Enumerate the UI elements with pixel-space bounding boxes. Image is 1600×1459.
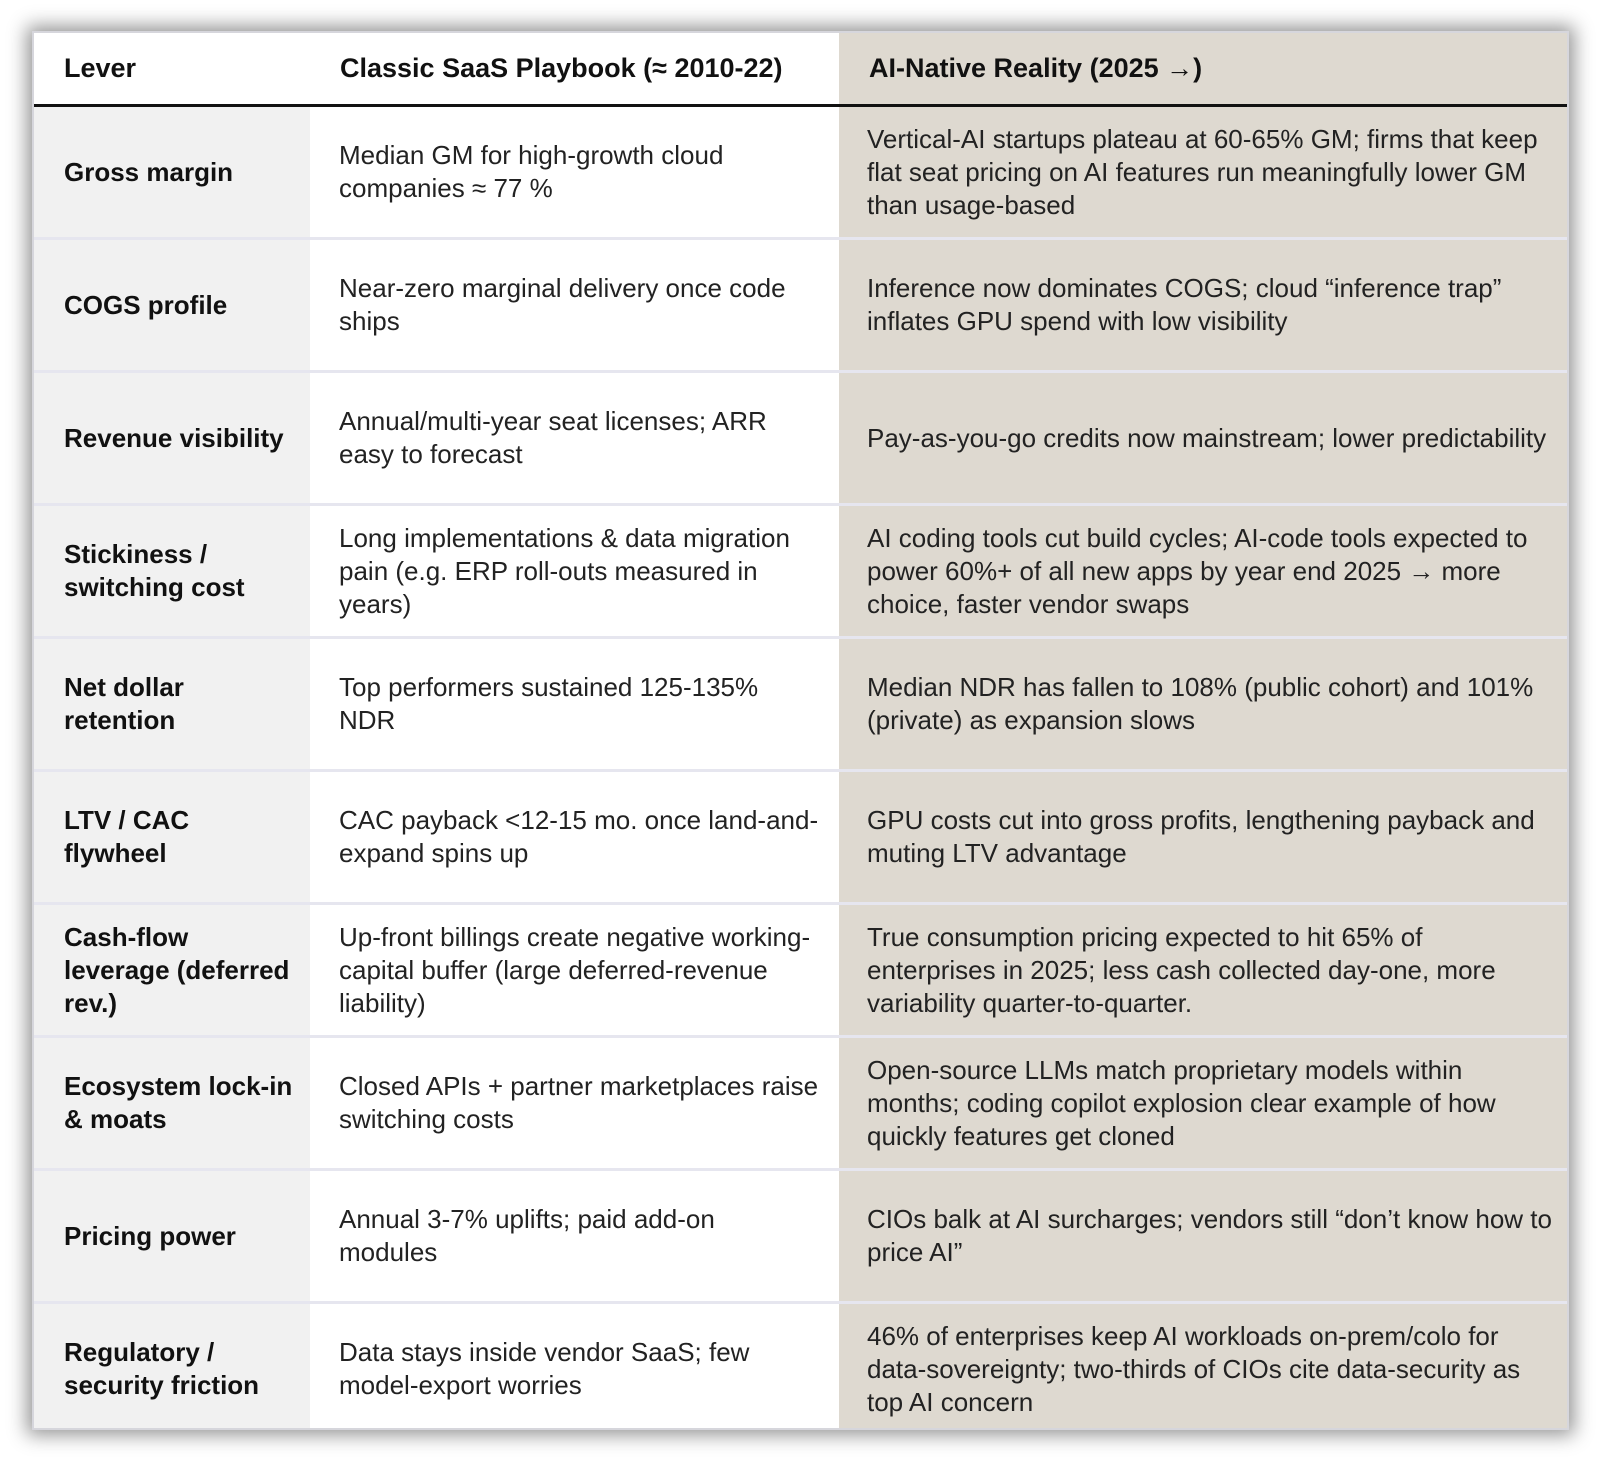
table-row bbox=[34, 505, 1567, 638]
classic-cell: Data stays inside vendor SaaS; few model-export worries bbox=[310, 1303, 839, 1429]
classic-cell: Closed APIs + partner marketplaces raise switching costs bbox=[310, 1037, 839, 1170]
lever-cell: Ecosystem lock-in & moats bbox=[34, 1037, 310, 1170]
lever-cell: Stickiness / switching cost bbox=[34, 505, 310, 638]
lever-cell: Regulatory / security friction bbox=[34, 1303, 310, 1429]
comparison-table bbox=[34, 33, 1567, 1428]
ai-native-cell: Open-source LLMs match proprietary models within months; coding copilot explosion clear example of how quickly features get cloned bbox=[839, 1037, 1567, 1170]
table-row bbox=[34, 771, 1567, 904]
table-row bbox=[34, 638, 1567, 771]
classic-cell: Up-front billings create negative working-capital buffer (large deferred-revenue liability) bbox=[310, 904, 839, 1037]
classic-cell: Annual 3-7% uplifts; paid add-on modules bbox=[310, 1170, 839, 1303]
table-row bbox=[34, 239, 1567, 372]
lever-cell: Cash-flow leverage (deferred rev.) bbox=[34, 904, 310, 1037]
table-row bbox=[34, 1303, 1567, 1429]
header-lever: Lever bbox=[34, 33, 310, 106]
table-row bbox=[34, 106, 1567, 239]
table-row bbox=[34, 904, 1567, 1037]
ai-native-cell: 46% of enterprises keep AI workloads on-prem/colo for data-sovereignty; two-thirds of CIOs cite data-security as top AI concern bbox=[839, 1303, 1567, 1429]
classic-cell: CAC payback <12-15 mo. once land-and-expand spins up bbox=[310, 771, 839, 904]
ai-native-cell: CIOs balk at AI surcharges; vendors still “don’t know how to price AI” bbox=[839, 1170, 1567, 1303]
ai-native-cell: Pay-as-you-go credits now mainstream; lower predictability bbox=[839, 372, 1567, 505]
classic-cell: Long implementations & data migration pain (e.g. ERP roll-outs measured in years) bbox=[310, 505, 839, 638]
ai-native-cell: AI coding tools cut build cycles; AI-code tools expected to power 60%+ of all new apps by year end 2025 → more choice, faster vendor swaps bbox=[839, 505, 1567, 638]
header-ai-native: AI-Native Reality (2025 →) bbox=[839, 33, 1567, 106]
classic-cell: Near-zero marginal delivery once code ships bbox=[310, 239, 839, 372]
lever-cell: Revenue visibility bbox=[34, 372, 310, 505]
classic-cell: Annual/multi-year seat licenses; ARR easy to forecast bbox=[310, 372, 839, 505]
header-classic-saas: Classic SaaS Playbook (≈ 2010-22) bbox=[310, 33, 839, 106]
lever-cell: LTV / CAC flywheel bbox=[34, 771, 310, 904]
header-row bbox=[34, 33, 1567, 106]
classic-cell: Top performers sustained 125-135% NDR bbox=[310, 638, 839, 771]
ai-native-cell: Inference now dominates COGS; cloud “inference trap” inflates GPU spend with low visibility bbox=[839, 239, 1567, 372]
classic-cell: Median GM for high-growth cloud companies ≈ 77 % bbox=[310, 106, 839, 239]
ai-native-cell: True consumption pricing expected to hit 65% of enterprises in 2025; less cash collected day-one, more variability quarter-to-quarter. bbox=[839, 904, 1567, 1037]
ai-native-cell: GPU costs cut into gross profits, lengthening payback and muting LTV advantage bbox=[839, 771, 1567, 904]
lever-cell: COGS profile bbox=[34, 239, 310, 372]
comparison-table-frame bbox=[34, 33, 1567, 1428]
lever-cell: Gross margin bbox=[34, 106, 310, 239]
table-row bbox=[34, 1170, 1567, 1303]
table-row bbox=[34, 1037, 1567, 1170]
lever-cell: Pricing power bbox=[34, 1170, 310, 1303]
table-row bbox=[34, 372, 1567, 505]
ai-native-cell: Median NDR has fallen to 108% (public cohort) and 101% (private) as expansion slows bbox=[839, 638, 1567, 771]
lever-cell: Net dollar retention bbox=[34, 638, 310, 771]
ai-native-cell: Vertical-AI startups plateau at 60-65% GM; firms that keep flat seat pricing on AI features run meaningfully lower GM than usage-based bbox=[839, 106, 1567, 239]
